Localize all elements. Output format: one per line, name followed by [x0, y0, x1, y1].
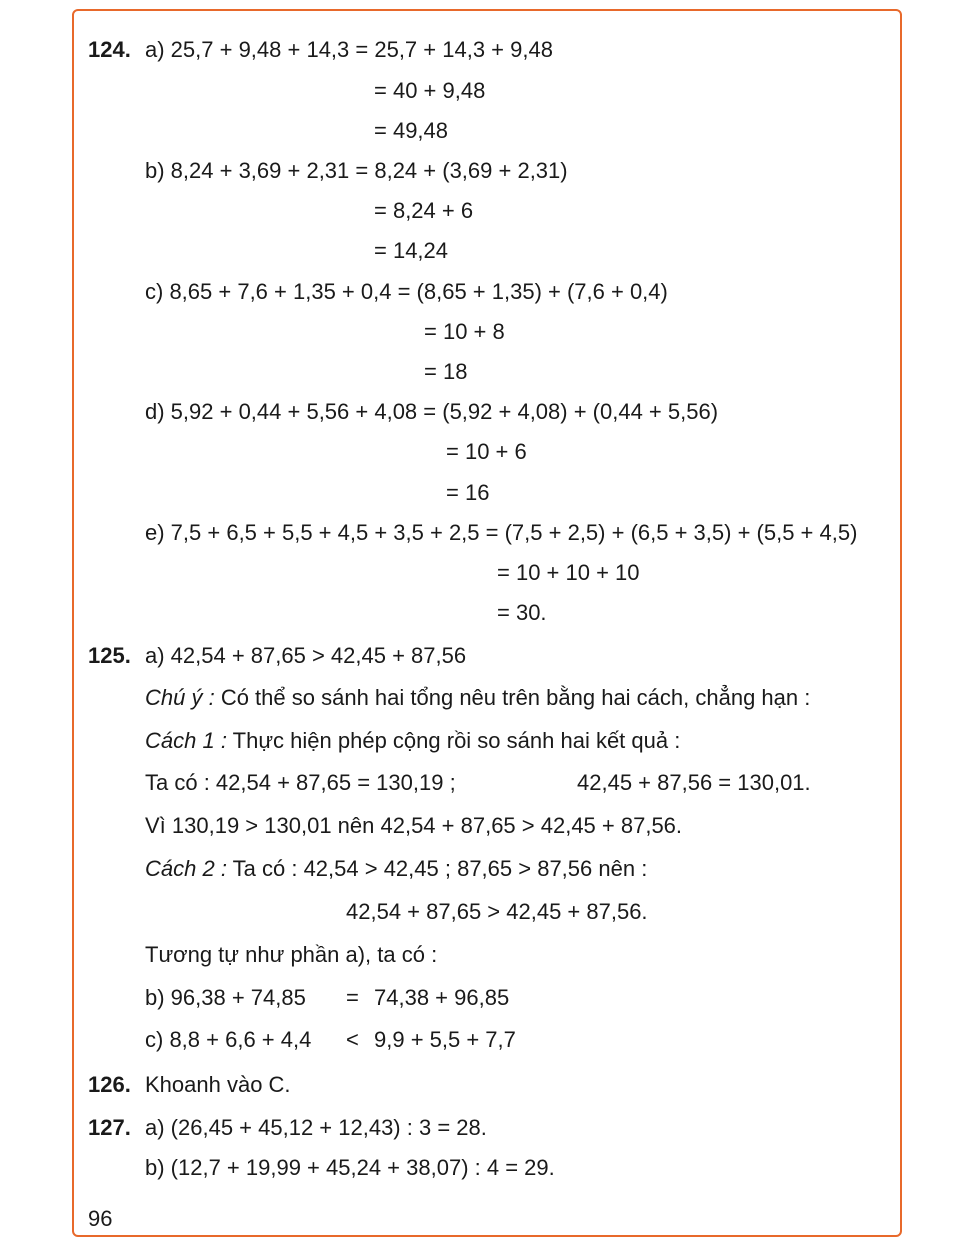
note-label: Chú ý : [145, 685, 215, 710]
note-text: Có thể so sánh hai tổng nêu trên bằng hai cách, chẳng hạn : [214, 685, 811, 710]
p125-way2-result: 42,54 + 87,65 > 42,45 + 87,56. [346, 899, 648, 924]
p125-b-left: b) 96,38 + 74,85 [145, 985, 306, 1010]
p125-taco-right: 42,45 + 87,56 = 130,01. [577, 770, 811, 795]
p124-c-line-1: c) 8,65 + 7,6 + 1,35 + 0,4 = (8,65 + 1,35) + (7,6 + 0,4) [145, 279, 668, 304]
page-number: 96 [88, 1206, 113, 1231]
p125-similar: Tương tự như phần a), ta có : [145, 942, 438, 967]
problem-125-number: 125. [88, 643, 131, 668]
p124-d-line-3: = 16 [446, 480, 490, 505]
p125-a-line: a) 42,54 + 87,65 > 42,45 + 87,56 [145, 643, 467, 668]
p126-text: Khoanh vào C. [145, 1072, 291, 1097]
p124-a-line-3: = 49,48 [374, 118, 449, 143]
p125-note [145, 685, 810, 711]
p124-b-line-2: = 8,24 + 6 [374, 198, 474, 223]
p127-a-line: a) (26,45 + 45,12 + 12,43) : 3 = 28. [145, 1115, 487, 1140]
p124-a-line-2: = 40 + 9,48 [374, 78, 486, 103]
p125-c-right: 9,9 + 5,5 + 7,7 [374, 1027, 516, 1052]
p124-e-line-2: = 10 + 10 + 10 [497, 560, 640, 585]
p124-b-line-3: = 14,24 [374, 238, 449, 263]
problem-127-number: 127. [88, 1115, 131, 1140]
p125-c-operator: < [346, 1027, 359, 1052]
problem-124-number: 124. [88, 37, 131, 62]
p124-d-line-1: d) 5,92 + 0,44 + 5,56 + 4,08 = (5,92 + 4,08) + (0,44 + 5,56) [145, 399, 719, 424]
p125-way1 [145, 728, 680, 754]
p125-c-left: c) 8,8 + 6,6 + 4,4 [145, 1027, 312, 1052]
p124-e-line-1: e) 7,5 + 6,5 + 5,5 + 4,5 + 3,5 + 2,5 = (7,5 + 2,5) + (6,5 + 3,5) + (5,5 + 4,5) [145, 520, 858, 545]
p125-b-right: 74,38 + 96,85 [374, 985, 510, 1010]
p124-a-line-1: a) 25,7 + 9,48 + 14,3 = 25,7 + 14,3 + 9,48 [145, 37, 553, 62]
p125-b-operator: = [346, 985, 359, 1010]
p125-taco-left: Ta có : 42,54 + 87,65 = 130,19 ; [145, 770, 456, 795]
p124-c-line-2: = 10 + 8 [424, 319, 505, 344]
p125-way2 [145, 856, 647, 882]
p125-vi-line: Vì 130,19 > 130,01 nên 42,54 + 87,65 > 42,45 + 87,56. [145, 813, 683, 838]
way2-label: Cách 2 : [145, 856, 227, 881]
problem-126-number: 126. [88, 1072, 131, 1097]
p124-b-line-1: b) 8,24 + 3,69 + 2,31 = 8,24 + (3,69 + 2,31) [145, 158, 568, 183]
p124-d-line-2: = 10 + 6 [446, 439, 527, 464]
way1-text: Thực hiện phép cộng rồi so sánh hai kết quả : [226, 728, 681, 753]
way2-text: Ta có : 42,54 > 42,45 ; 87,65 > 87,56 nên : [226, 856, 648, 881]
way1-label: Cách 1 : [145, 728, 227, 753]
p124-e-line-3: = 30. [497, 600, 547, 625]
p127-b-line: b) (12,7 + 19,99 + 45,24 + 38,07) : 4 = 29. [145, 1155, 555, 1180]
p124-c-line-3: = 18 [424, 359, 468, 384]
